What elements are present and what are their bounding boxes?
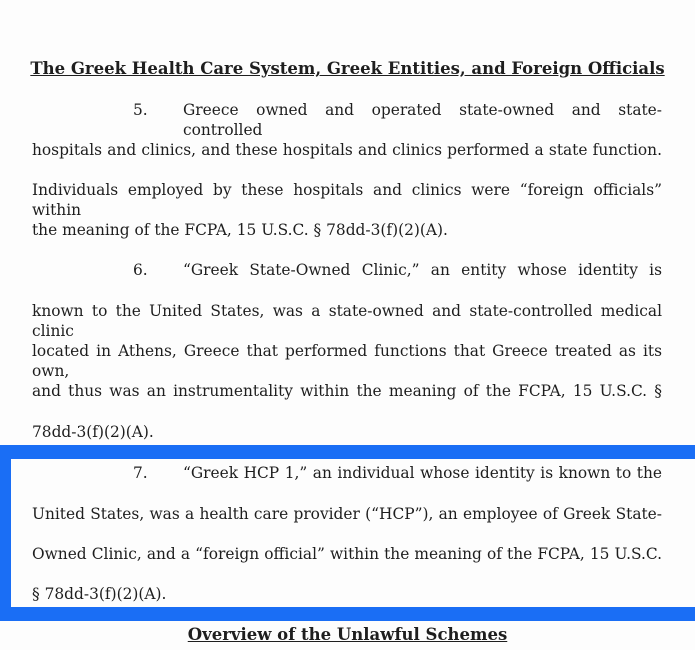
text-line: hospitals and clinics, and these hospitals and clinics performed a state function. <box>32 141 662 159</box>
text-line: and thus was an instrumentality within the meaning of the FCPA, 15 U.S.C. § <box>32 382 662 400</box>
text-line: “Greek HCP 1,” an individual whose identity is known to the <box>183 464 662 482</box>
text-line: located in Athens, Greece that performed functions that Greece treated as its own, <box>32 342 662 380</box>
text-line: § 78dd-3(f)(2)(A). <box>32 585 167 603</box>
text-line: the meaning of the FCPA, 15 U.S.C. § 78dd-3(f)(2)(A). <box>32 221 448 239</box>
text-line: “Greek State-Owned Clinic,” an entity whose identity is <box>183 261 662 279</box>
paragraph-number: 5. <box>133 101 148 119</box>
paragraph-number: 7. <box>133 464 148 482</box>
text-line: Individuals employed by these hospitals and clinics were “foreign officials” within <box>32 181 662 219</box>
text-line: Owned Clinic, and a “foreign official” within the meaning of the FCPA, 15 U.S.C. <box>32 545 662 563</box>
text-line: 78dd-3(f)(2)(A). <box>32 423 154 441</box>
section-heading: The Greek Health Care System, Greek Entities, and Foreign Officials <box>30 59 665 78</box>
text-line: United States, was a health care provider (“HCP”), an employee of Greek State- <box>32 505 662 523</box>
next-section-heading: Overview of the Unlawful Schemes <box>187 625 508 644</box>
paragraph-number: 6. <box>133 261 148 279</box>
text-line: Greece owned and operated state-owned and state-controlled <box>183 101 662 139</box>
text-line: known to the United States, was a state-owned and state-controlled medical clinic <box>32 302 662 340</box>
